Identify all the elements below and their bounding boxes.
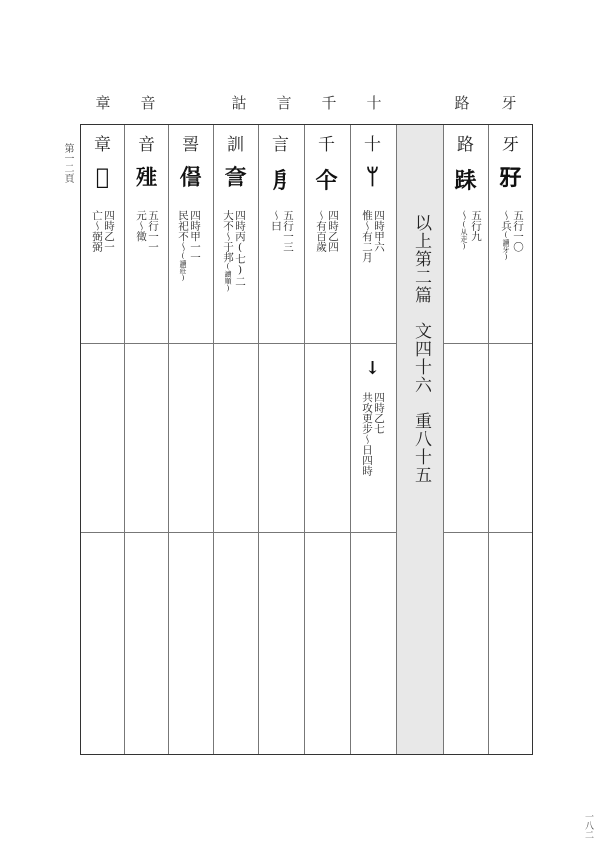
col-divider-7 xyxy=(396,125,397,754)
entry-text-row2: 四時乙七 共攻更步〜日四時 xyxy=(361,392,385,476)
seal-glyph-yan: 㐆 xyxy=(269,168,292,194)
entry-text-shi: 四時甲六 惟〜有二月 xyxy=(361,210,385,263)
col-divider-4 xyxy=(258,125,259,754)
seal-glyph-zhuang: 𧧹 xyxy=(179,165,202,191)
entry-text-xun: 四時丙(七)二 大不〜于邦(讀順) xyxy=(222,210,246,293)
seal-glyph-lu: 𨀤 xyxy=(454,168,477,194)
entry-text-qian: 四時乙四 〜有百歲 xyxy=(315,210,339,252)
row-divider-2 xyxy=(81,532,396,533)
side-page-label: 第一二頁 xyxy=(62,143,73,183)
column-head-ya: 牙 xyxy=(502,135,519,155)
seal-glyph-row2: ↓ xyxy=(364,358,381,379)
seal-glyph-zhang: 𥪖 xyxy=(95,164,110,190)
top-seal-qian: 千 xyxy=(321,94,337,112)
top-seal-zhang: 章 xyxy=(95,94,111,112)
column-head-zhang: 章 xyxy=(94,135,111,155)
column-head-yin: 音 xyxy=(138,135,155,155)
top-seal-lu: 路 xyxy=(454,94,470,112)
entry-text-ya: 五行一〇 〜兵(讀牙) xyxy=(500,210,524,261)
row-divider-1 xyxy=(81,343,396,344)
entry-text-yan: 五行一三 〜曰 xyxy=(270,210,294,252)
entry-text-zhuang: 四時甲一一 民祀不〜(讀莊) xyxy=(177,210,201,282)
seal-glyph-shi: ᛘ xyxy=(365,164,380,190)
summary-text: 以上第二篇 文四十六 重八十五 xyxy=(411,214,431,484)
col-divider-1 xyxy=(124,125,125,754)
entry-text-yin: 五行一一 元〜徵 xyxy=(135,210,159,252)
top-seal-yan: 言 xyxy=(276,94,292,112)
seal-glyph-xun: 𧥢 xyxy=(224,165,247,191)
top-seal-gu: 詁 xyxy=(231,94,247,112)
column-head-xun: 訓 xyxy=(227,135,244,155)
seal-glyph-ya: 𤘅 xyxy=(499,165,522,191)
column-head-yan: 言 xyxy=(272,135,289,155)
seal-glyph-qian: 仐 xyxy=(315,168,338,194)
col-divider-6 xyxy=(350,125,351,754)
entry-text-lu: 五行九 〜(从走) xyxy=(458,210,482,251)
col-divider-8 xyxy=(443,125,444,754)
col-divider-5 xyxy=(304,125,305,754)
col-divider-9 xyxy=(488,125,489,754)
seal-glyph-yin: 𩐁 xyxy=(135,165,158,191)
column-head-lu: 路 xyxy=(457,135,474,155)
top-seal-shi: 十 xyxy=(366,94,382,112)
column-head-zhuang: 䛐 xyxy=(182,135,199,155)
top-seal-yin: 音 xyxy=(140,94,156,112)
col-divider-3 xyxy=(213,125,214,754)
column-head-qian: 千 xyxy=(318,135,335,155)
top-seal-ya: 牙 xyxy=(501,94,517,112)
column-head-shi: 十 xyxy=(364,135,381,155)
entry-text-zhang: 四時乙一 亡〜弼弼 xyxy=(91,210,115,252)
col-divider-2 xyxy=(168,125,169,754)
page-number: 一八二 xyxy=(583,812,593,839)
